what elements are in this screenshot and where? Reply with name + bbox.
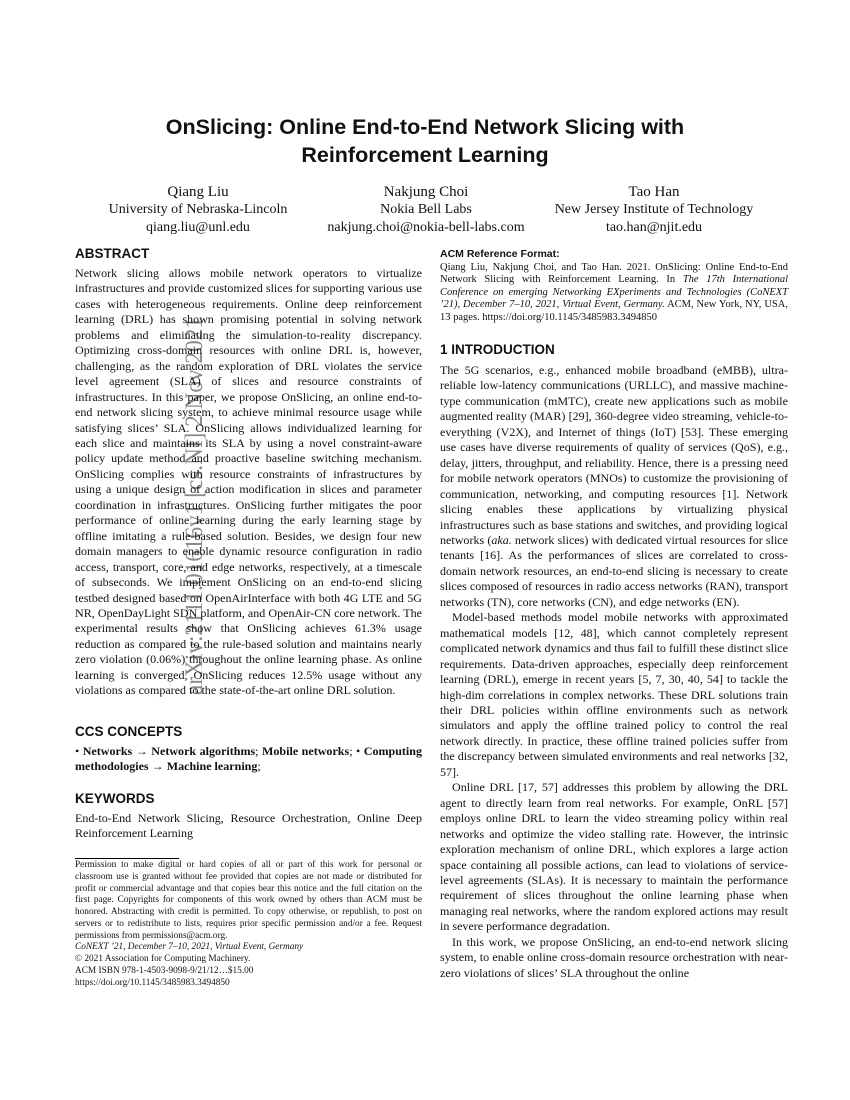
acm-reference-section: [440, 248, 788, 325]
intro-paragraph-1: The 5G scenarios, e.g., enhanced mobile broadband (eMBB), ultra-reliable low-latency communications (URLLC), and massive machine-type communication (mMTC), create new applications such as mobile augmented reality (MAR) [29], 360-degree video streaming, vehicle-to-everything (V2X), and Internet of things (IoT) [53]. These emerging use cases have diverse requirements of quality of services (QoS), e.g., delay, jitters, throughput, and reliability. Hence, there is a pressing need for mobile network operators (MNOs) to customize the provisioning of communication, networking, and computing resources [1]. Network slicing enables these applications by virtualizing physical infrastructures such as base stations and switches, and providing logical networks (aka. network slices) with dedicated virtual resources for slice tenants [16]. As the performances of slices are correlated to cross-domain network resources, an end-to-end slicing is necessary to create slices composed of resources in radio access networks (RAN), transport networks (TN), core networks (CN), and edge networks (EN).: [440, 363, 789, 609]
title-line-1: OnSlicing: Online End-to-End Network Slicing with: [165, 115, 685, 139]
keywords-heading: KEYWORDS: [75, 791, 155, 806]
author-affiliation: New Jersey Institute of Technology: [554, 202, 754, 217]
intro-paragraph-2: Model-based methods model mobile networks with approximated mathematical models [12, 48], which cannot completely represent complicated network dynamics and thus fail to fulfill these distinct slice requirements. Data-driven approaches, especially deep reinforcement learning (DRL), emerge in recent years [5, 7, 30, 40, 54] to tackle the high-dim correlations in complex networks. These DRL solutions train their DRL policies within offline environments such as network simulators and apply the offline trained policy to control the real network directly. In practice, these offline trained policies suffer from the discrepancy between simulated environments and real networks [32, 57].: [440, 610, 788, 779]
abstract-text: Network slicing allows mobile network operators to virtualize infrastructures and provide customized slices for supporting various use cases with heterogeneous requirements. Online deep reinforcement learning (DRL) has shown promising potential in solving network problems and eliminating the simulation-to-reality discrepancy. Optimizing cross-domain resources with online DRL is, however, challenging, as the random exploration of DRL violates the service level agreement (SLA) of slices and resource constraints of infrastructures. In this paper, we propose OnSlicing, an online end-to-end network slicing system, to achieve minimal resource usage while satisfying slices’ SLA. OnSlicing allows individualized learning for each slice and maintains its SLA by using a novel constraint-aware policy update method and proactive baseline switching mechanism. OnSlicing complies with resource constraints of infrastructures by using a unique design of action modification in slices and parameter coordination in infrastructures. OnSlicing further mitigates the poor performance of online learning during the early learning stage by offline imitating a rule-based solution. Besides, we design four new domain managers to enable dynamic resource configuration in radio access, transport, core, and edge networks, respectively, at a timescale of subseconds. We implement OnSlicing on an end-to-end slicing testbed designed based on OpenAirInterface with both 4G LTE and 5G NR, OpenDayLight SDN platform, and OpenAir-CN core network. The experimental results show that OnSlicing achieves 61.3% usage reduction as compared to the rule-based solution and maintains nearly zero violation (0.06%) throughout the online learning phase. As online learning is converged, OnSlicing reduces 12.5% usage without any violations as compared to the state-of-the-art online DRL solution.: [75, 266, 422, 698]
author-name: Tao Han: [628, 184, 680, 200]
intro-paragraph-4: In this work, we propose OnSlicing, an end-to-end network slicing system, to enable online cross-domain resource orchestration with near-zero violations of slices’ SLA throughout the online: [440, 934, 788, 980]
footnote-rule: [75, 858, 179, 859]
permission-text: Permission to make digital or hard copies of all or part of this work for personal or classroom use is granted without fee provided that copies are not made or distributed for profit or commercial advantage and that copies bear this notice and the full citation on the first page. Copyrights for components of this work owned by others than ACM must be honored. Abstracting with credit is permitted. To copy otherwise, or republish, to post on servers or to redistribute to lists, requires prior specific permission and/or a fee. Request permissions from permissions@acm.org.: [75, 860, 422, 941]
copyright-notice: © 2021 Association for Computing Machinery.: [75, 954, 251, 964]
author-block-3: [534, 183, 774, 237]
permission-block: [75, 860, 422, 989]
author-block-1: [78, 183, 318, 237]
introduction-section: [440, 341, 788, 981]
introduction-heading: 1 INTRODUCTION: [440, 342, 555, 357]
abstract-heading: ABSTRACT: [75, 246, 150, 261]
arxiv-stamp: [12, 286, 208, 695]
author-name: Nakjung Choi: [383, 184, 469, 200]
doi: https://doi.org/10.1145/3485983.3494850: [75, 977, 230, 988]
ccs-text: • Networks → Network algorithms; Mobile networks; • Computing methodologies → Machine learning;: [75, 744, 422, 774]
acm-reference-text: Qiang Liu, Nakjung Choi, and Tao Han. 2021. OnSlicing: Online End-to-End Network Slicing with Reinforcement Learning. In The 17th International Conference on emerging Networking EXperiments and Technologies (CoNEXT ’21), December 7–10, 2021, Virtual Event, Germany. ACM, New York, NY, USA, 13 pages. https://doi.org/10.1145/3485983.3494850: [440, 261, 788, 323]
abstract-section: [75, 245, 422, 699]
ccs-section: [75, 723, 422, 775]
isbn: ACM ISBN 978-1-4503-9098-9/21/12…$15.00: [75, 965, 254, 976]
title-line-2: Reinforcement Learning: [301, 143, 549, 167]
paper-title: [80, 113, 770, 169]
keywords-section: [75, 790, 422, 842]
author-block-2: [306, 183, 546, 237]
keywords-text: End-to-End Network Slicing, Resource Orchestration, Online Deep Reinforcement Learning: [75, 811, 422, 841]
author-email: tao.han@njit.edu: [605, 220, 703, 235]
intro-paragraph-3: Online DRL [17, 57] addresses this problem by allowing the DRL agent to directly learn from real networks. For example, OnRL [57] employs online DRL to learn the video streaming policy within real networks and optimize the video stalling rate. However, the intrinsic exploration mechanism of online DRL, which explores a large action space containing all possible actions, can lead to violations of service-level agreements (SLAs). It is necessary to maintain the performance requirement of slices throughout the online learning phase when managing real networks, where the random explored actions may result in severe performance degradation.: [440, 780, 788, 934]
ccs-heading: CCS CONCEPTS: [75, 724, 183, 739]
author-name: Qiang Liu: [167, 184, 229, 200]
conference-info: CoNEXT ’21, December 7–10, 2021, Virtual Event, Germany: [75, 942, 304, 953]
author-affiliation: Nokia Bell Labs: [380, 202, 472, 217]
acm-reference-heading: ACM Reference Format:: [440, 248, 560, 260]
arxiv-stamp-text: arXiv:2111.01616v1 [cs.NI] 2 Nov 2021: [181, 288, 208, 695]
author-email: nakjung.choi@nokia-bell-labs.com: [327, 220, 525, 235]
author-affiliation: University of Nebraska-Lincoln: [108, 202, 288, 217]
author-email: qiang.liu@unl.edu: [146, 220, 250, 235]
